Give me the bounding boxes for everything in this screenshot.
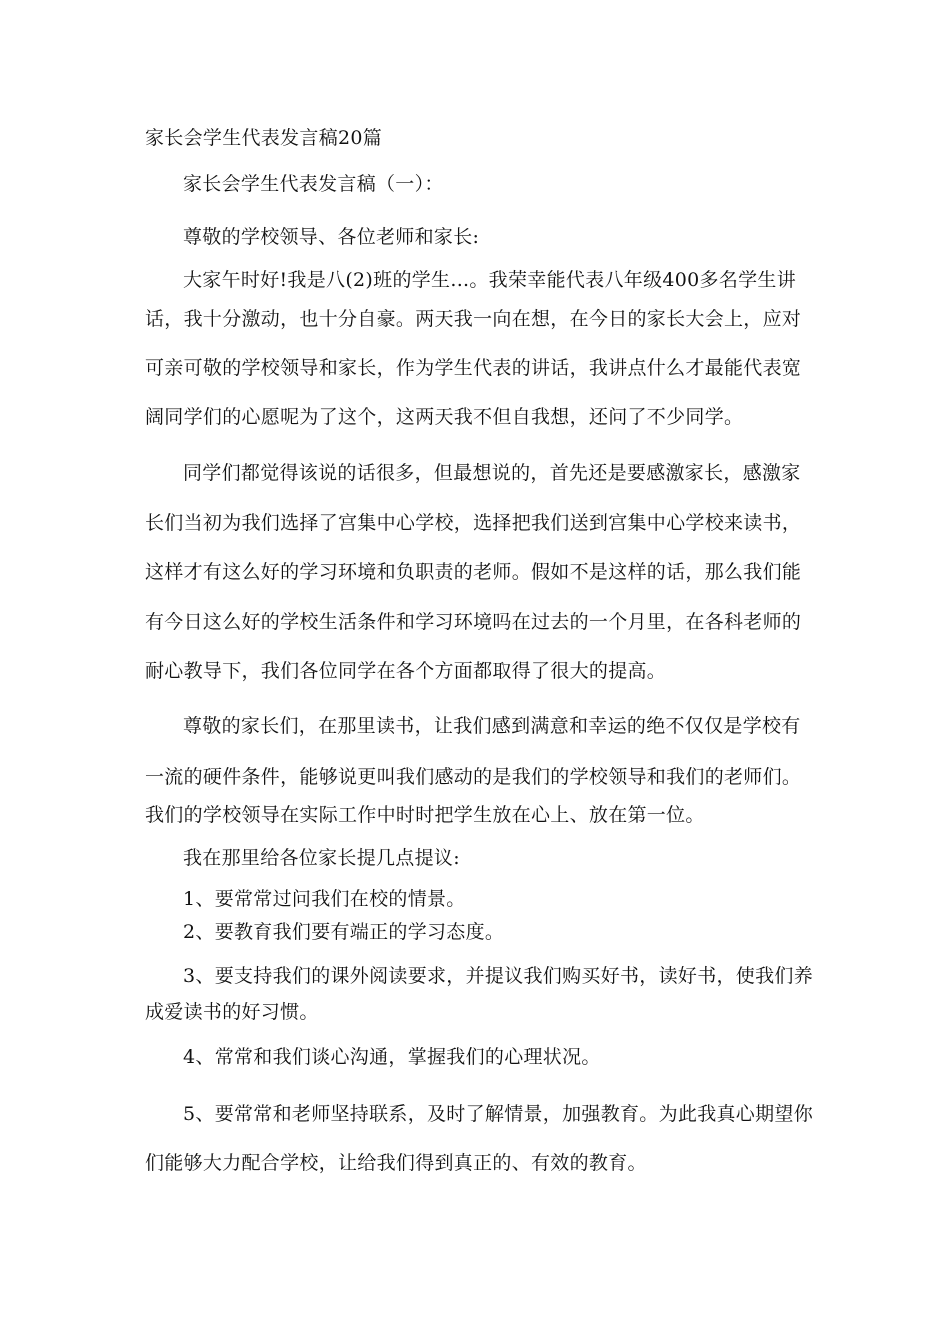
paragraph-line: 可亲可敬的学校领导和家长，作为学生代表的讲话，我讲点什么才最能代表宽 <box>145 357 802 379</box>
list-item-continuation: 成爱读书的好习惯。 <box>145 1001 319 1023</box>
paragraph-line: 同学们都觉得该说的话很多，但最想说的，首先还是要感激家长，感激家 <box>183 462 801 484</box>
paragraph-line: 大家午时好!我是八(2)班的学生...。我荣幸能代表八年级400多名学生讲 <box>183 269 797 291</box>
document-title: 家长会学生代表发言稿20篇 <box>145 127 383 149</box>
list-item: 1、要常常过问我们在校的情景。 <box>183 888 466 910</box>
list-item: 2、要教育我们要有端正的学习态度。 <box>183 921 505 943</box>
list-item: 5、要常常和老师坚持联系，及时了解情景，加强教育。为此我真心期望你 <box>183 1103 813 1125</box>
paragraph-line: 我们的学校领导在实际工作中时时把学生放在心上、放在第一位。 <box>145 804 705 826</box>
paragraph-line: 长们当初为我们选择了宫集中心学校，选择把我们送到宫集中心学校来读书， <box>145 512 802 534</box>
list-item: 4、常常和我们谈心沟通，掌握我们的心理状况。 <box>183 1046 601 1068</box>
list-item-continuation: 们能够大力配合学校，让给我们得到真正的、有效的教育。 <box>145 1152 647 1174</box>
paragraph-line: 阔同学们的心愿呢为了这个，这两天我不但自我想，还问了不少同学。 <box>145 406 744 428</box>
paragraph-line: 耐心教导下，我们各位同学在各个方面都取得了很大的提高。 <box>145 660 667 682</box>
suggestion-intro: 我在那里给各位家长提几点提议: <box>183 847 460 869</box>
section-heading: 家长会学生代表发言稿（一）： <box>183 173 444 195</box>
paragraph-line: 一流的硬件条件，能够说更叫我们感动的是我们的学校领导和我们的老师们。 <box>145 766 802 788</box>
list-item: 3、要支持我们的课外阅读要求，并提议我们购买好书，读好书，使我们养 <box>183 965 813 987</box>
paragraph-line: 尊敬的家长们，在那里读书，让我们感到满意和幸运的绝不仅仅是学校有 <box>183 715 801 737</box>
paragraph-line: 话，我十分激动，也十分自豪。两天我一向在想，在今日的家长大会上，应对 <box>145 308 802 330</box>
salutation: 尊敬的学校领导、各位老师和家长: <box>183 226 480 248</box>
paragraph-line: 有今日这么好的学校生活条件和学习环境吗在过去的一个月里，在各科老师的 <box>145 611 802 633</box>
paragraph-line: 这样才有这么好的学习环境和负职责的老师。假如不是这样的话，那么我们能 <box>145 561 802 583</box>
